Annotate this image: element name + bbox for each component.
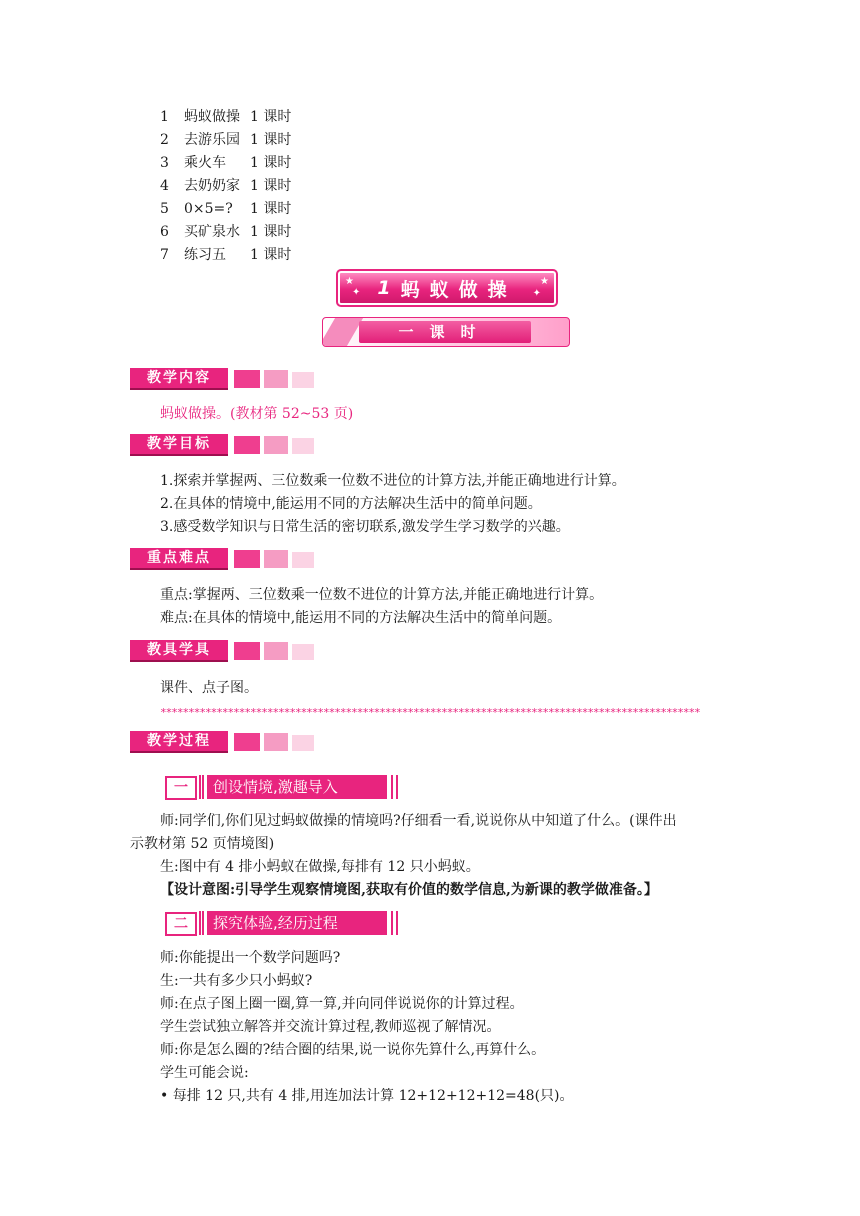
lesson-number: 4	[160, 178, 169, 194]
lesson-name: 0×5=?	[184, 201, 233, 217]
lesson-hours: 1 课时	[250, 247, 292, 263]
step-line: 示教材第 52 页情境图)	[130, 836, 275, 852]
step-line: 生:一共有多少只小蚂蚁?	[160, 973, 313, 989]
star-icon: ★	[540, 276, 549, 287]
lesson-number: 6	[160, 224, 169, 240]
design-intent: 【设计意图:引导学生观察情境图,获取有价值的数学信息,为新课的教学做准备。】	[160, 882, 658, 898]
period-banner	[322, 317, 570, 347]
decor-square	[264, 436, 288, 454]
lesson-hours: 1 课时	[250, 132, 292, 148]
step-decoration	[396, 775, 398, 799]
section-label: 教具学具	[130, 640, 228, 660]
lesson-number: 2	[160, 132, 169, 148]
step-decoration	[199, 911, 204, 935]
goal-item: 1.探索并掌握两、三位数乘一位数不进位的计算方法,并能正确地进行计算。	[160, 473, 626, 489]
step-line: 学生尝试独立解答并交流计算过程,教师巡视了解情况。	[160, 1019, 501, 1035]
step-line: • 每排 12 只,共有 4 排,用连加法计算 12+12+12+12=48(只)。	[160, 1088, 574, 1104]
decor-square	[292, 644, 314, 660]
decor-square	[234, 370, 260, 388]
decor-square	[234, 436, 260, 454]
step-title: 创设情境,激趣导入	[207, 775, 387, 799]
step-header	[165, 911, 401, 935]
lesson-hours: 1 课时	[250, 201, 292, 217]
lesson-name: 去奶奶家	[184, 178, 240, 194]
star-icon: ★	[345, 276, 354, 287]
step-line: 师:你是怎么圈的?结合圈的结果,说一说你先算什么,再算什么。	[160, 1042, 546, 1058]
lesson-title-banner	[338, 271, 556, 305]
decor-square	[264, 370, 288, 388]
lesson-name: 买矿泉水	[184, 224, 240, 240]
decor-square	[292, 438, 314, 454]
step-line: 学生可能会说:	[160, 1065, 249, 1081]
step-decoration	[391, 775, 393, 799]
step-title: 探究体验,经历过程	[207, 911, 387, 935]
step-line: 师:在点子图上圈一圈,算一算,并向同伴说说你的计算过程。	[160, 996, 524, 1012]
decor-square	[234, 733, 260, 751]
lesson-number: 5	[160, 201, 169, 217]
step-decoration	[396, 911, 398, 935]
keypoint-item: 重点:掌握两、三位数乘一位数不进位的计算方法,并能正确地进行计算。	[160, 587, 604, 603]
section-label: 教学目标	[130, 434, 228, 454]
decor-square	[292, 372, 314, 388]
lesson-name: 去游乐园	[184, 132, 240, 148]
lesson-hours: 1 课时	[250, 109, 292, 125]
lesson-hours: 1 课时	[250, 224, 292, 240]
lesson-name: 乘火车	[184, 155, 226, 171]
decor-square	[264, 550, 288, 568]
decor-square	[292, 552, 314, 568]
lesson-hours: 1 课时	[250, 155, 292, 171]
decor-square	[264, 642, 288, 660]
decor-square	[292, 735, 314, 751]
section-label: 教学内容	[130, 368, 228, 388]
step-header	[165, 775, 401, 799]
step-decoration	[199, 775, 204, 799]
lesson-number: 3	[160, 155, 169, 171]
decor-square	[234, 550, 260, 568]
divider: ************************************************************************************************	[160, 707, 700, 719]
lesson-title-text: 蚂蚁做操	[400, 278, 517, 301]
star-icon: ✦	[532, 288, 541, 299]
lesson-number: 1	[160, 109, 169, 125]
decor-square	[234, 642, 260, 660]
step-number: 二	[165, 912, 197, 936]
section-label: 教学过程	[130, 731, 228, 751]
lesson-name: 练习五	[184, 247, 226, 263]
content-text: 蚂蚁做操。(教材第 52~53 页)	[160, 406, 354, 422]
step-decoration	[391, 911, 393, 935]
decor-square	[264, 733, 288, 751]
goal-item: 2.在具体的情境中,能运用不同的方法解决生活中的简单问题。	[160, 496, 542, 512]
lesson-number: 7	[160, 247, 169, 263]
step-number: 一	[165, 776, 197, 800]
step-line: 生:图中有 4 排小蚂蚁在做操,每排有 12 只小蚂蚁。	[160, 859, 480, 875]
lesson-hours: 1 课时	[250, 178, 292, 194]
star-icon: ✦	[352, 287, 361, 298]
step-line: 师:同学们,你们见过蚂蚁做操的情境吗?仔细看一看,说说你从中知道了什么。(课件出	[160, 813, 677, 829]
period-label: 一课时	[359, 321, 531, 343]
goal-item: 3.感受数学知识与日常生活的密切联系,激发学生学习数学的兴趣。	[160, 519, 570, 535]
tools-text: 课件、点子图。	[160, 680, 258, 696]
step-line: 师:你能提出一个数学问题吗?	[160, 950, 341, 966]
section-label: 重点难点	[130, 548, 228, 568]
lesson-title-number: 1	[377, 277, 401, 299]
keypoint-item: 难点:在具体的情境中,能运用不同的方法解决生活中的简单问题。	[160, 610, 562, 626]
lesson-name: 蚂蚁做操	[184, 109, 240, 125]
